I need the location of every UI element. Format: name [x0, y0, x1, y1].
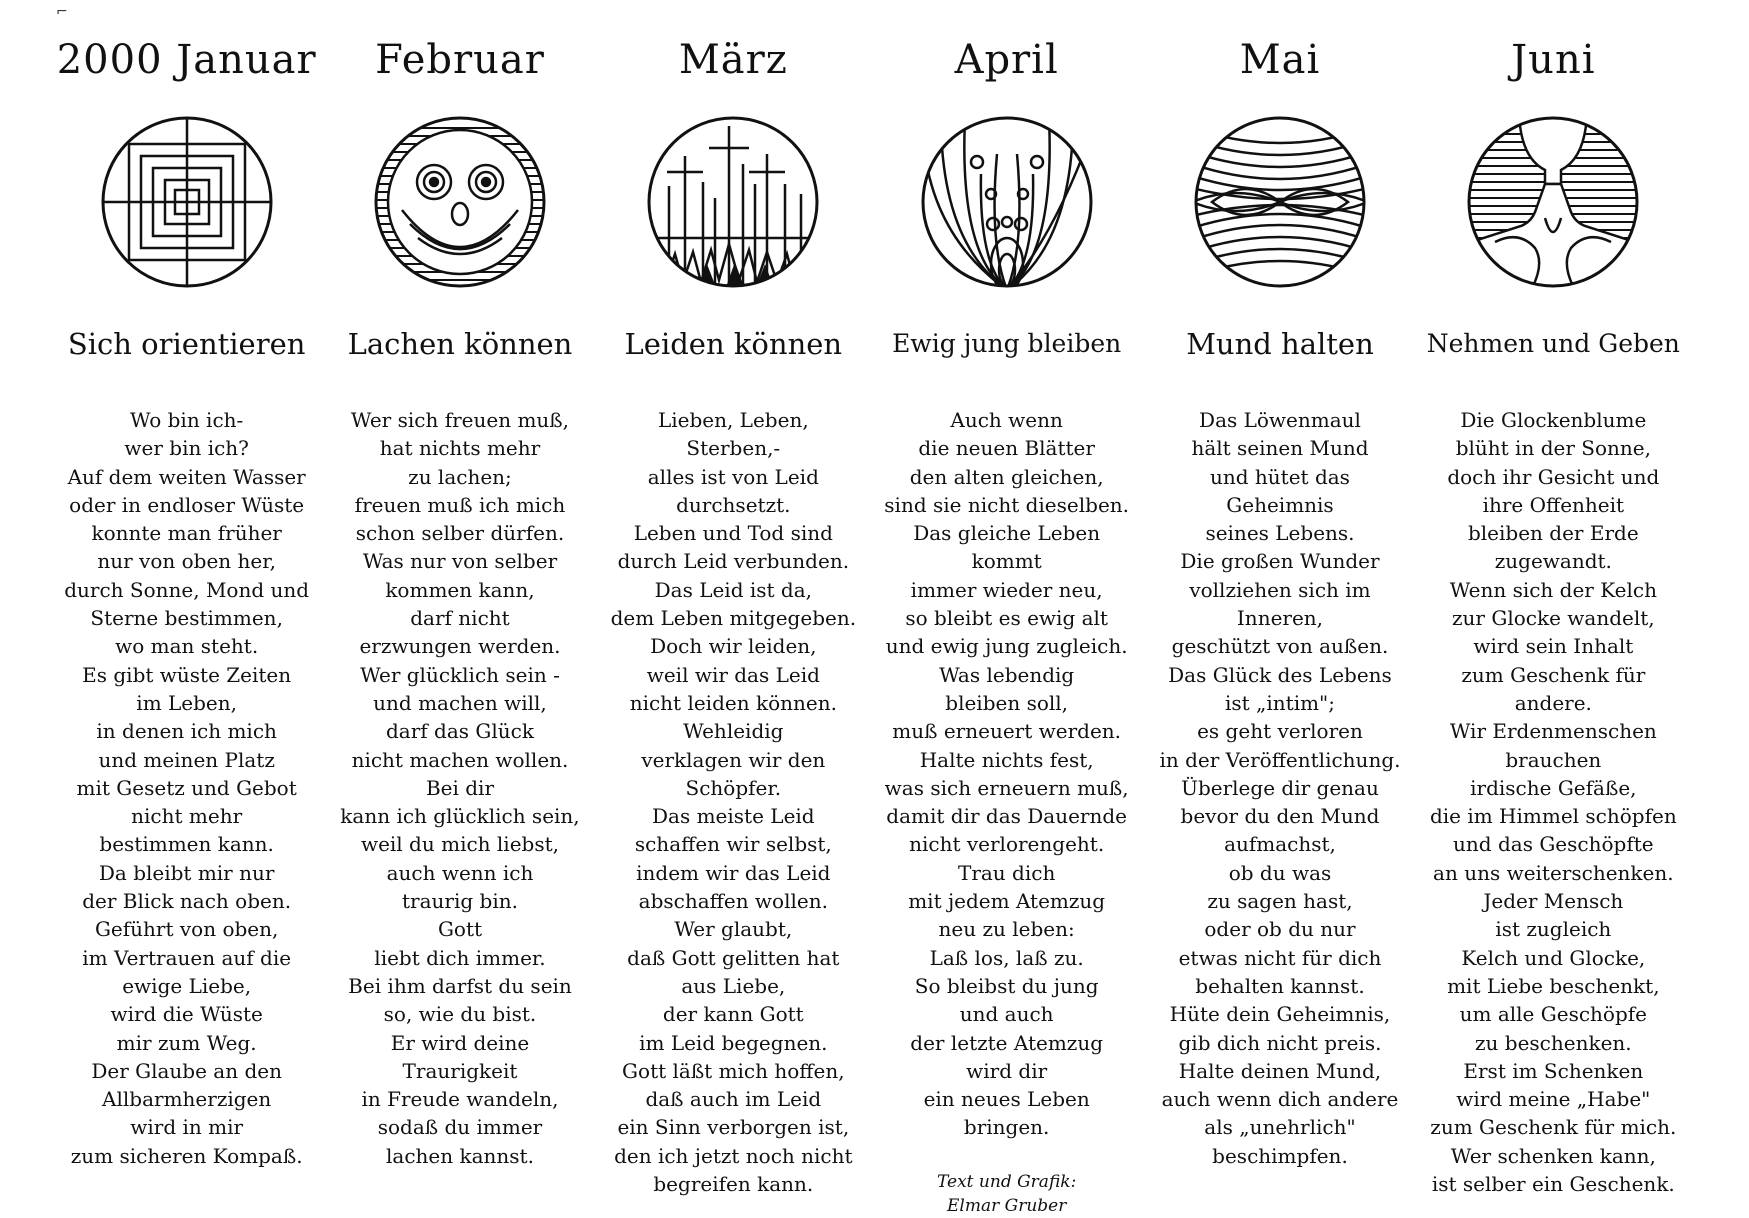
poem-line: Wenn sich der Kelch	[1449, 577, 1657, 602]
poem-line: oder in endloser Wüste	[69, 492, 305, 517]
poem-line: neu zu leben:	[938, 917, 1075, 942]
month-column-april	[870, 30, 1143, 1218]
poem-line: gib dich nicht preis.	[1178, 1030, 1382, 1055]
poem-line: traurig bin.	[402, 889, 518, 914]
poem-line: Das Leid ist da,	[654, 577, 813, 602]
poem-line: Sterben,-	[686, 436, 781, 461]
poem-line: und auch	[959, 1002, 1054, 1027]
poem-line: ist „intim";	[1224, 690, 1335, 715]
poem-line: Schöpfer.	[685, 775, 782, 800]
poem-line: nicht mehr	[131, 804, 243, 829]
month-column-januar	[50, 30, 323, 1218]
poem-line: zur Glocke wandelt,	[1452, 606, 1655, 631]
poem-line: wird in mir	[130, 1115, 244, 1140]
poem-line: Der Glaube an den	[91, 1058, 282, 1083]
month-name: April	[954, 37, 1059, 83]
month-name: Mai	[1239, 37, 1321, 83]
poem-line: darf das Glück	[386, 719, 534, 744]
month-column-maerz	[597, 30, 870, 1218]
poem-line: der kann Gott	[662, 1002, 804, 1027]
poem-line: Traurigkeit	[402, 1058, 518, 1083]
poem-line: bleiben der Erde	[1467, 521, 1639, 546]
poem-line: Wer sich freuen muß,	[350, 408, 570, 432]
poem-line: durchsetzt.	[676, 492, 791, 517]
poem-line: Die großen Wunder	[1180, 549, 1380, 574]
poem-line: Kelch und Glocke,	[1461, 945, 1646, 970]
poem-line: wo man steht.	[115, 634, 259, 659]
poem-line: zu sagen hast,	[1207, 889, 1353, 914]
poem-line: zu lachen;	[408, 464, 512, 489]
poem-line: sind sie nicht dieselben.	[884, 492, 1130, 517]
poem-line: Wer glücklich sein -	[360, 662, 560, 687]
month-title: Ewig jung bleiben	[892, 329, 1122, 358]
poem-line: Doch wir leiden,	[650, 634, 817, 659]
poem-line: andere.	[1514, 690, 1592, 715]
poem	[1159, 406, 1400, 1170]
credit	[937, 1170, 1076, 1218]
poem-line: Da bleibt mir nur	[98, 860, 275, 885]
poem-line: in der Veröffentlichung.	[1159, 747, 1401, 772]
poem-line: mit jedem Atemzug	[908, 889, 1106, 914]
poem-line: irdische Gefäße,	[1470, 775, 1637, 800]
poem-line: was sich erneuern muß,	[884, 775, 1129, 800]
poem-line: Was nur von selber	[362, 549, 558, 574]
poem-line: Sterne bestimmen,	[90, 606, 283, 631]
poem-line: und ewig jung zugleich.	[885, 634, 1128, 659]
poem-line: und das Geschöpfte	[1453, 832, 1654, 857]
poem-line: darf nicht	[410, 606, 510, 631]
poem-line: vollziehen sich im	[1189, 577, 1371, 602]
month-title: Sich orientieren	[67, 327, 306, 361]
poem-line: Überlege dir genau	[1181, 775, 1379, 800]
poem-line: aufmachst,	[1224, 832, 1336, 857]
poem-line: abschaffen wollen.	[638, 889, 828, 914]
poem-line: zum Geschenk für	[1461, 662, 1646, 687]
month-title: Mund halten	[1186, 327, 1374, 361]
month-name: Juni	[1511, 37, 1596, 83]
poem-line: ob du was	[1228, 860, 1332, 885]
poem-line: indem wir das Leid	[636, 860, 831, 885]
poem-line: wird meine „Habe"	[1456, 1087, 1651, 1112]
poem-line: Wer glaubt,	[674, 917, 793, 942]
calendar-page	[50, 30, 1690, 1216]
poem-line: verklagen wir den	[641, 747, 826, 772]
poem-line: Das Glück des Lebens	[1168, 662, 1392, 687]
poem-line: liebt dich immer.	[374, 945, 546, 970]
poem-line: im Leben,	[136, 690, 238, 715]
poem-line: es geht verloren	[1197, 719, 1363, 744]
laughing-face-icon	[372, 114, 548, 290]
poem-line: Lieben, Leben,	[657, 408, 809, 432]
poem-line: konnte man früher	[91, 521, 282, 546]
poem-line: kommt	[971, 549, 1042, 574]
poem-line: doch ihr Gesicht und	[1447, 464, 1660, 489]
poem-line: mit Gesetz und Gebot	[76, 775, 297, 800]
poem-line: sodaß du immer	[377, 1115, 543, 1140]
poem-line: bringen.	[963, 1115, 1050, 1140]
poem-line: als „unehrlich"	[1204, 1115, 1356, 1140]
month-column-februar	[323, 30, 596, 1218]
month-name: Februar	[375, 37, 545, 83]
poem-line: nicht verlorengeht.	[909, 832, 1105, 857]
poem-line: durch Sonne, Mond und	[64, 577, 310, 602]
poem-line: bestimmen kann.	[99, 832, 274, 857]
corner-mark: ⌐	[56, 4, 68, 20]
poem-line: daß auch im Leid	[645, 1087, 822, 1112]
sprouting-leaves-icon	[919, 114, 1095, 290]
poem-line: aus Liebe,	[681, 973, 786, 998]
poem-line: Gott	[437, 917, 483, 942]
poem-line: und meinen Platz	[98, 747, 275, 772]
poem-line: damit dir das Dauernde	[886, 804, 1127, 829]
poem-line: Wir Erdenmenschen	[1449, 719, 1657, 744]
poem-line: wird sein Inhalt	[1473, 634, 1634, 659]
month-name: 2000 Januar	[56, 37, 317, 83]
poem-line: Was lebendig	[939, 662, 1075, 687]
poem-line: Trau dich	[957, 860, 1056, 885]
poem-line: Laß los, laß zu.	[929, 945, 1084, 970]
poem-line: Hüte dein Geheimnis,	[1169, 1002, 1391, 1027]
poem-line: weil wir das Leid	[646, 662, 820, 687]
poem-line: auch wenn dich andere	[1161, 1087, 1399, 1112]
poem-line: die im Himmel schöpfen	[1429, 804, 1677, 829]
poem-line: freuen muß ich mich	[354, 492, 566, 517]
poem-line: Er wird deine	[390, 1030, 530, 1055]
poem-line: den alten gleichen,	[909, 464, 1104, 489]
poem-line: Geführt von oben,	[94, 917, 279, 942]
poem-line: Das Löwenmaul	[1199, 408, 1361, 432]
poem-line: Das meiste Leid	[652, 804, 815, 829]
month-title: Lachen können	[347, 327, 573, 361]
poem-line: schaffen wir selbst,	[634, 832, 832, 857]
poem-line: mir zum Weg.	[116, 1030, 257, 1055]
poem-line: nur von oben her,	[97, 549, 276, 574]
poem-line: Auch wenn	[950, 408, 1063, 432]
poem-line: Halte deinen Mund,	[1178, 1058, 1382, 1083]
poem-line: der Blick nach oben.	[82, 889, 292, 914]
poem-line: muß erneuert werden.	[892, 719, 1122, 744]
poem-line: Halte nichts fest,	[919, 747, 1094, 772]
poem-line: beschimpfen.	[1212, 1143, 1348, 1168]
month-title: Leiden können	[624, 327, 843, 361]
poem-line: Gott läßt mich hoffen,	[622, 1058, 845, 1083]
poem-line: Bei dir	[425, 775, 494, 800]
poem-line: den ich jetzt noch nicht	[614, 1143, 853, 1168]
poem-line: blüht in der Sonne,	[1455, 436, 1651, 461]
poem-line: Leben und Tod sind	[633, 521, 833, 546]
poem-line: erzwungen werden.	[359, 634, 561, 659]
poem-line: Wehleidig	[683, 719, 784, 744]
credit-line: Text und Grafik:	[937, 1171, 1077, 1192]
poem-line: ihre Offenheit	[1482, 492, 1625, 517]
poem-line: nicht leiden können.	[629, 690, 837, 715]
poem-line: um alle Geschöpfe	[1459, 1002, 1647, 1027]
poem-line: nicht machen wollen.	[351, 747, 569, 772]
poem-line: oder ob du nur	[1204, 917, 1356, 942]
poem-line: seines Lebens.	[1205, 521, 1355, 546]
poem-line: Inneren,	[1236, 606, 1324, 631]
poem-line: ein Sinn verborgen ist,	[617, 1115, 850, 1140]
poem-line: So bleibst du jung	[914, 973, 1099, 998]
poem-line: zum sicheren Kompaß.	[70, 1143, 303, 1168]
poem-line: brauchen	[1505, 747, 1602, 772]
poem-line: Allbarmherzigen	[102, 1087, 272, 1112]
poem-line: geschützt von außen.	[1171, 634, 1389, 659]
poem-line: wer bin ich?	[124, 436, 249, 461]
poem-line: kommen kann,	[385, 577, 535, 602]
crosses-and-flames-icon	[645, 114, 821, 290]
poem-line: mit Liebe beschenkt,	[1447, 973, 1660, 998]
poem-line: wird dir	[966, 1058, 1048, 1083]
snapdragon-mouth-icon	[1192, 114, 1368, 290]
poem-line: ist selber ein Geschenk.	[1431, 1172, 1675, 1197]
month-name: März	[678, 37, 788, 83]
poem-line: Auf dem weiten Wasser	[67, 464, 306, 489]
poem-line: behalten kannst.	[1195, 973, 1365, 998]
poem-line: bleiben soll,	[945, 690, 1069, 715]
poem-line: ewige Liebe,	[122, 973, 252, 998]
poem-line: bevor du den Mund	[1180, 804, 1380, 829]
poem-line: weil du mich liebst,	[360, 832, 559, 857]
poem-line: Die Glockenblume	[1460, 408, 1647, 432]
poem-line: etwas nicht für dich	[1178, 945, 1382, 970]
poem	[884, 406, 1129, 1142]
poem-line: ein neues Leben	[923, 1087, 1090, 1112]
poem-line: an uns weiterschenken.	[1433, 860, 1674, 885]
poem-line: kann ich glücklich sein,	[340, 804, 580, 829]
poem	[611, 406, 857, 1198]
poem-line: und machen will,	[373, 690, 547, 715]
poem-line: begreifen kann.	[653, 1172, 814, 1197]
poem-line: schon selber dürfen.	[355, 521, 565, 546]
poem-line: alles ist von Leid	[647, 464, 819, 489]
month-title: Nehmen und Geben	[1426, 329, 1680, 358]
poem-line: Wo bin ich-	[130, 408, 244, 432]
poem-line: in Freude wandeln,	[361, 1087, 559, 1112]
poem-line: im Vertrauen auf die	[82, 945, 292, 970]
chalice-and-bell-icon	[1465, 114, 1641, 290]
poem-line: der letzte Atemzug	[910, 1030, 1104, 1055]
poem-line: hält seinen Mund	[1191, 436, 1369, 461]
poem-line: durch Leid verbunden.	[617, 549, 850, 574]
poem-line: zugewandt.	[1494, 549, 1612, 574]
poem-line: hat nichts mehr	[379, 436, 541, 461]
concentric-squares-crosshair-icon	[99, 114, 275, 290]
poem	[340, 406, 579, 1170]
poem-line: Geheimnis	[1226, 492, 1334, 517]
credit-author: Elmar Gruber	[946, 1195, 1067, 1216]
poem-line: lachen kannst.	[386, 1143, 534, 1168]
poem-line: Es gibt wüste Zeiten	[82, 662, 292, 687]
poem-line: dem Leben mitgegeben.	[610, 606, 857, 631]
poem-line: ist zugleich	[1495, 917, 1612, 942]
poem-line: so, wie du bist.	[383, 1002, 537, 1027]
poem-line: wird die Wüste	[110, 1002, 263, 1027]
poem-line: so bleibt es ewig alt	[905, 606, 1108, 631]
poem-line: Erst im Schenken	[1463, 1058, 1644, 1083]
month-column-juni	[1417, 30, 1690, 1218]
poem-line: daß Gott gelitten hat	[627, 945, 840, 970]
month-column-mai	[1143, 30, 1416, 1218]
poem-line: Bei ihm darfst du sein	[348, 973, 572, 998]
poem-line: Das gleiche Leben	[913, 521, 1101, 546]
poem-line: in denen ich mich	[96, 719, 277, 744]
poem	[64, 406, 309, 1170]
poem-line: zu beschenken.	[1474, 1030, 1632, 1055]
poem-line: immer wieder neu,	[910, 577, 1103, 602]
poem-line: auch wenn ich	[386, 860, 534, 885]
poem-line: und hütet das	[1210, 464, 1350, 489]
poem-line: die neuen Blätter	[918, 436, 1095, 461]
poem-line: zum Geschenk für mich.	[1430, 1115, 1677, 1140]
poem-line: Wer schenken kann,	[1450, 1143, 1656, 1168]
poem-line: Jeder Mensch	[1483, 889, 1624, 914]
poem-line: im Leid begegnen.	[639, 1030, 828, 1055]
poem	[1430, 406, 1677, 1198]
